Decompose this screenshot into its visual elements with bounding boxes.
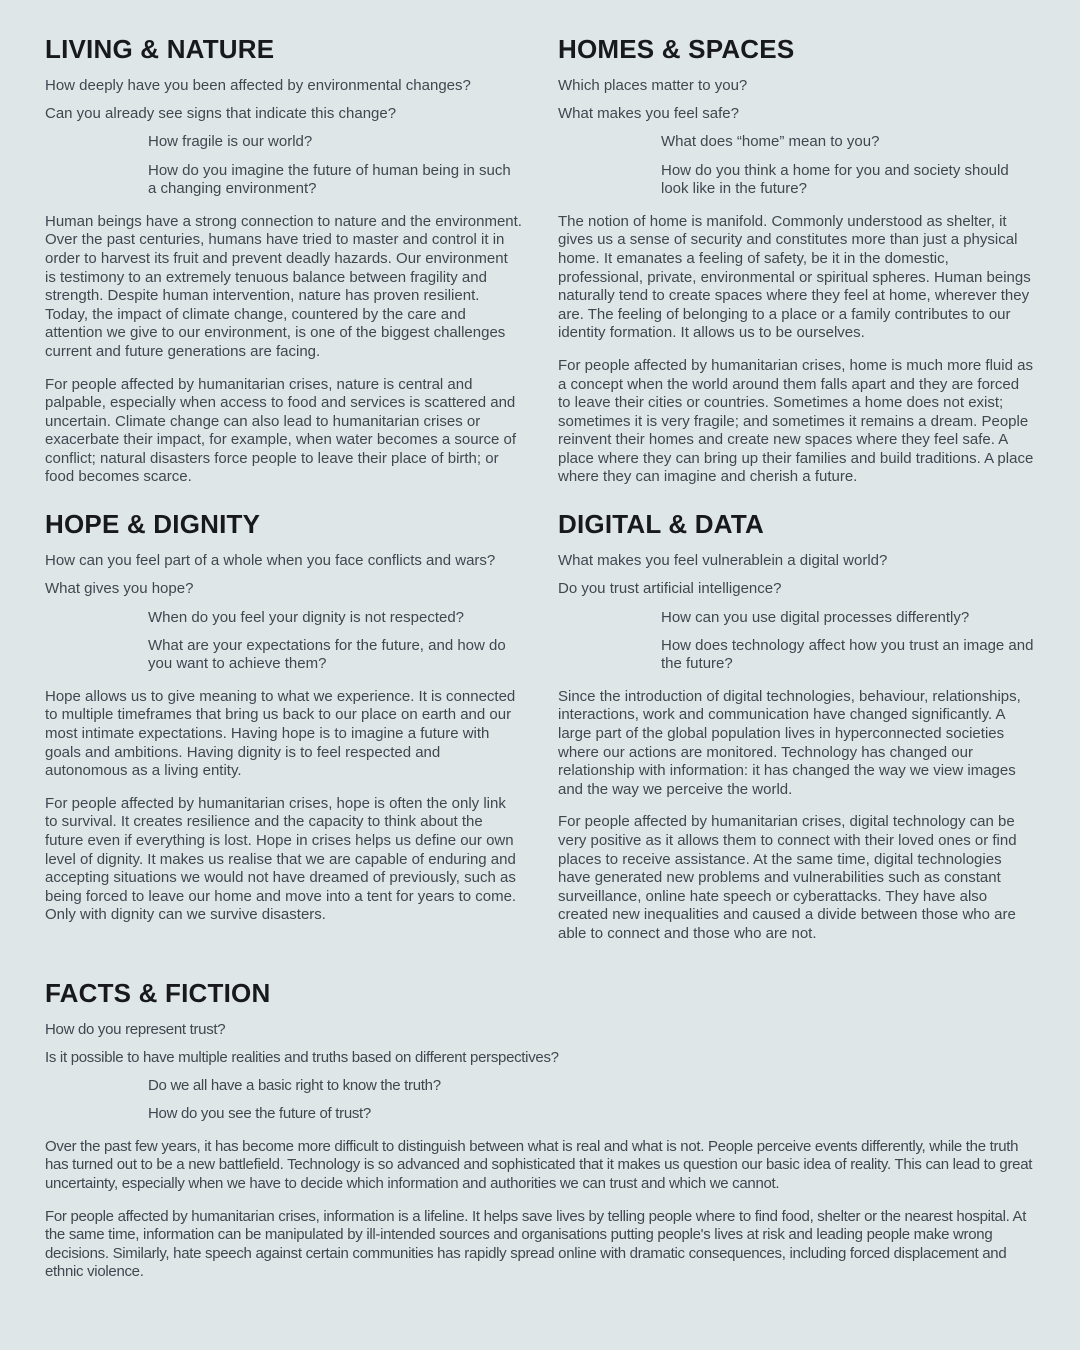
body-paragraph: Human beings have a strong connection to nature and the environment. Over the past centuries, humans have tried to master and control it in order to harvest its fruit and prevent deadly hazards. Our environment is testimony to an extremely tenuous balance between fragility and strength. Despite human intervention, nature has proven resilient. Today, the impact of climate change, countered by the care and attention we give to our environment, is one of the biggest challenges current and future generations are facing. [45,212,522,360]
question-indented: What are your expectations for the future, and how do you want to achieve them? [148,636,506,673]
sections-grid [45,36,1035,1306]
question-indented: When do you feel your dignity is not respected? [148,608,465,626]
section-facts-fiction [45,977,1035,1282]
body-paragraph: For people affected by humanitarian crises, hope is often the only link to survival. It creates resilience and the capacity to think about the future even if everything is lost. Hope in crises helps us define our own level of dignity. It makes us realise that we are capable of enduring and accepting situations we would not have dreamed of previously, such as being forced to leave our home and move into a tent for years to come. Only with dignity can we survive disasters. [45,794,517,924]
question: How deeply have you been affected by environmental changes? [45,77,471,95]
body-paragraph: Since the introduction of digital technologies, behaviour, relationships, interactions, work and communication have changed significantly. A large part of the global population lives in hyperconnected societies where our actions are monitored. Technology has changed our relationship with information: it has changed the way we view images and the way we perceive the world. [558,687,1021,798]
question-indented: How do you imagine the future of human being in such a changing environment? [148,161,511,198]
body-paragraph: For people affected by humanitarian crises, digital technology can be very positive as it allows them to connect with their loved ones or find places to receive assistance. At the same time, digital technologies have generated new problems and vulnerabilities such as constant surveillance, online hate speech or cyberattacks. They have also created new inequalities and caused a divide between those who are able to connect and those who are not. [558,813,1017,942]
question: What gives you hope? [45,580,194,598]
body-paragraph: Hope allows us to give meaning to what we experience. It is connected to multiple timeframes that bring us back to our place on earth and our most intimate expectations. Having hope is to imagine a future with goals and ambitions. Having dignity is to feel respected and autonomous as a living entity. [45,687,516,780]
section-homes-spaces [558,36,1035,487]
question-indented: How do you think a home for you and society should look like in the future? [661,161,1009,198]
question: How do you represent trust? [45,1020,226,1038]
question: Which places matter to you? [558,77,748,95]
section-hope-dignity [45,511,522,943]
body-paragraph: Over the past few years, it has become more difficult to distinguish between what is real and what is not. People perceive events differently, while the truth has turned out to be a new battlefield. Technology is so advanced and sophisticated that it makes us question our basic idea of reality. This can lead to great uncertainty, especially when we have to decide which information and authorities we can trust and which we cannot. [45,1137,1033,1192]
question: How can you feel part of a whole when you face conflicts and wars? [45,552,496,570]
section-title-homes-spaces: HOMES & SPACES [558,34,795,64]
question-indented: What does “home” mean to you? [661,133,880,151]
body-paragraph: For people affected by humanitarian crises, information is a lifeline. It helps save lives by telling people where to find food, shelter or the nearest hospital. At the same time, information can be manipulated by ill-intended sources and organisations putting people's lives at risk and leading people make wrong decisions. Similarly, hate speech against certain communities has rapidly spread online with dramatic consequences, including forced displacement and ethnic violence. [45,1207,1027,1281]
section-digital-data [558,511,1035,943]
section-title-hope-dignity: HOPE & DIGNITY [45,509,261,540]
question-indented: Do we all have a basic right to know the truth? [148,1077,441,1095]
question: Is it possible to have multiple realities and truths based on different perspectives? [45,1048,559,1066]
question: Can you already see signs that indicate this change? [45,105,397,123]
section-title-digital-data: DIGITAL & DATA [558,509,764,540]
question-indented: How do you see the future of trust? [148,1105,371,1123]
body-paragraph: The notion of home is manifold. Commonly understood as shelter, it gives us a sense of security and constitutes more than just a physical home. It emanates a feeling of safety, be it in the domestic, professional, private, environmental or spiritual spheres. Human beings naturally tend to create spaces where they feel at home, wherever they are. The feeling of belonging to a place or a family contributes to our identity formation. It allows us to be ourselves. [558,212,1031,342]
body-paragraph: For people affected by humanitarian crises, home is much more fluid as a concept when the world around them falls apart and they are forced to leave their cities or countries. Sometimes a home does not exist; sometimes it is very fragile; and sometimes it remains a dream. People reinvent their homes and create new spaces where they feel safe. A place where they can bring up their families and build traditions. A place where they can imagine and cherish a future. [558,356,1034,486]
section-title-facts-fiction: FACTS & FICTION [45,977,271,1008]
question-indented: How can you use digital processes differently? [661,608,970,626]
question-indented: How fragile is our world? [148,133,313,151]
question: Do you trust artificial intelligence? [558,580,782,598]
body-paragraph: For people affected by humanitarian crises, nature is central and palpable, especially when access to food and services is scattered and uncertain. Climate change can also lead to humanitarian crises or exacerbate their impact, for example, when water becomes a source of conflict; natural disasters force people to leave their place of birth; or food becomes scarce. [45,375,517,486]
section-living-nature [45,36,522,487]
question: What makes you feel safe? [558,105,739,123]
section-title-living-nature: LIVING & NATURE [45,34,275,64]
question: What makes you feel vulnerablein a digital world? [558,552,888,570]
question-indented: How does technology affect how you trust an image and the future? [661,636,1034,673]
